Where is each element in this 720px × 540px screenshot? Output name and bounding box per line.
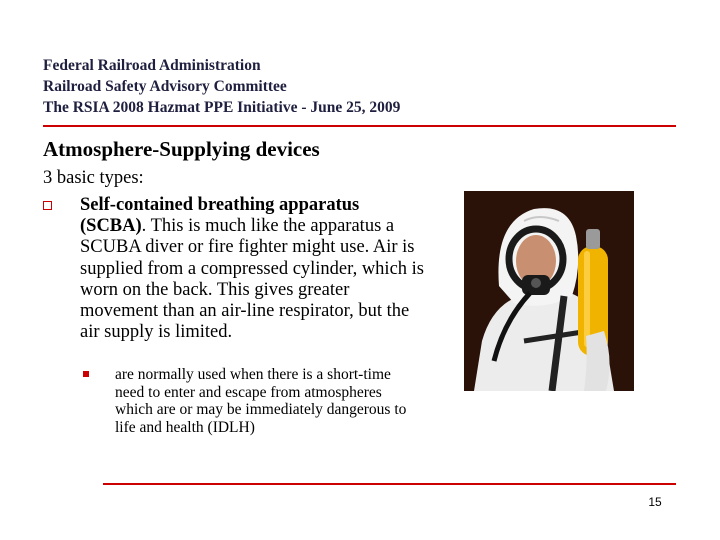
footer-divider xyxy=(103,483,676,485)
header-initiative: The RSIA 2008 Hazmat PPE Initiative - June 25, 2009 xyxy=(43,99,401,116)
scba-worker-photo xyxy=(464,191,634,391)
intro-text: 3 basic types: xyxy=(43,168,144,188)
filled-square-bullet-icon xyxy=(83,371,89,377)
header-committee: Railroad Safety Advisory Committee xyxy=(43,78,287,95)
header-organization: Federal Railroad Administration xyxy=(43,57,261,74)
header-divider xyxy=(43,125,676,127)
bullet-scba-text xyxy=(80,195,428,343)
slide-title: Atmosphere-Supplying devices xyxy=(43,137,320,161)
bullet-scba-rest: . This is much like the apparatus a SCUBA diver or fire fighter might use. Air is supplied from a compressed cylinder, which is worn on the back. This gives greater movement than an air-line respirator, but the air supply is limited. xyxy=(80,216,424,343)
sub-bullet-idlh xyxy=(83,366,423,436)
slide-header xyxy=(43,55,603,118)
sub-bullet-idlh-text: are normally used when there is a short-time need to enter and escape from atmospheres which are or may be immediately dangerous to life and health (IDLH) xyxy=(115,366,407,436)
bullet-scba-bold: Self-contained breathing apparatus (SCBA) xyxy=(80,195,360,237)
page-number: 15 xyxy=(648,495,662,509)
bullet-scba xyxy=(43,195,428,343)
hollow-square-bullet-icon xyxy=(43,201,52,210)
